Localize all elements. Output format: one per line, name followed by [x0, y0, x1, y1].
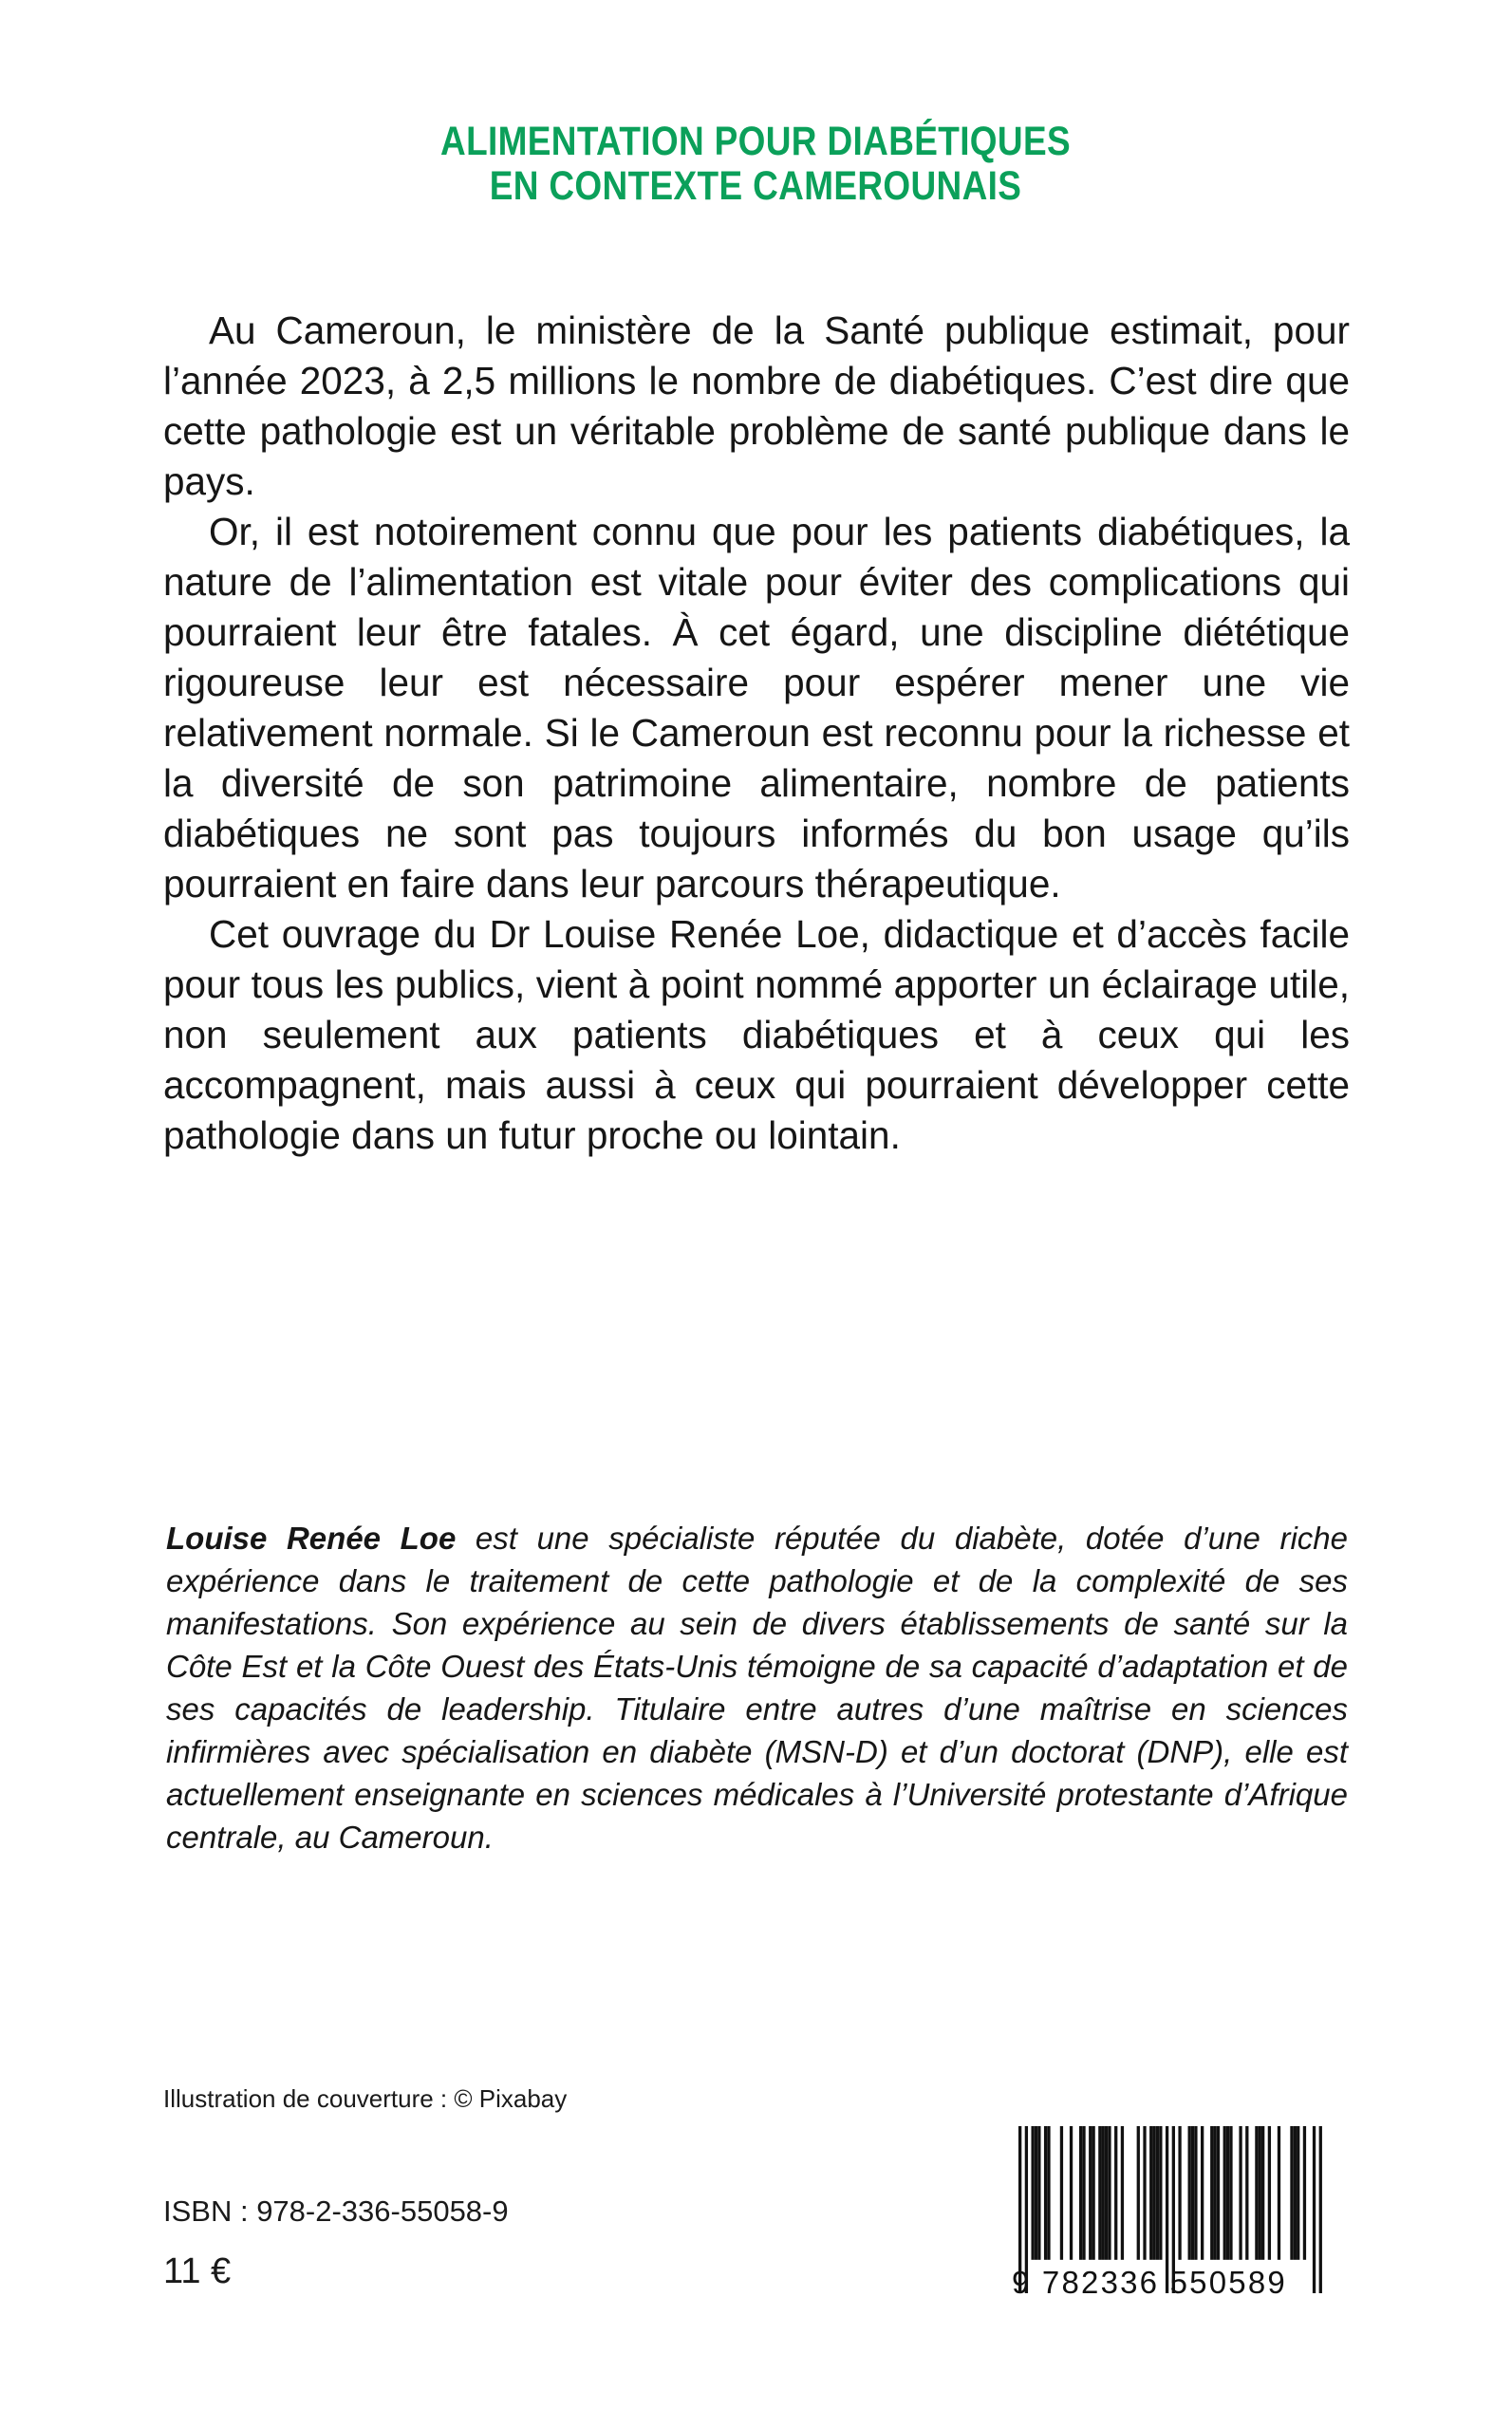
blurb-paragraph-2: Or, il est notoirement connu que pour les patients diabétiques, la nature de l’alimentation est vitale pour éviter des complications qui pourraient leur être fatales. À cet égard, une discipline diététique rigoureuse leur est nécessaire pour espérer mener une vie relativement normale. Si le Cameroun est reconnu pour la richesse et la diversité de son patrimoine alimentaire, nombre de patients diabétiques ne sont pas toujours informés du bon usage qu’ils pourraient en faire dans leur parcours thérapeutique.	[163, 510, 1350, 906]
barcode-digits: 9 782336 550589	[1012, 2265, 1287, 2300]
blurb-text	[163, 306, 1350, 1161]
blurb-paragraph-3: Cet ouvrage du Dr Louise Renée Loe, didactique et d’accès facile pour tous les publics, vient à point nommé apporter un éclairage utile, non seulement aux patients diabétiques et à ceux qui les accompagnent, mais aussi à ceux qui pourraient développer cette pathologie dans un futur proche ou lointain.	[163, 912, 1350, 1157]
author-name: Louise Renée Loe	[166, 1521, 457, 1556]
cover-credit: Illustration de couverture : © Pixabay	[163, 2084, 568, 2113]
isbn-text: ISBN : 978-2-336-55058-9	[163, 2194, 509, 2228]
title-line-2: EN CONTEXTE CAMEROUNAIS	[489, 163, 1022, 209]
author-bio-paragraph	[166, 1517, 1348, 1858]
book-title	[163, 120, 1348, 209]
title-line-1: ALIMENTATION POUR DIABÉTIQUES	[440, 119, 1071, 164]
author-bio	[166, 1517, 1348, 1858]
blurb-paragraph-1: Au Cameroun, le ministère de la Santé publique estimait, pour l’année 2023, à 2,5 millions le nombre de diabétiques. C’est dire que cette pathologie est un véritable problème de santé publique dans le pays.	[163, 308, 1350, 503]
price-text: 11 €	[163, 2251, 232, 2291]
author-bio-text: est une spécialiste réputée du diabète, dotée d’une riche expérience dans le traitement de cette pathologie et de la complexité de ses manifestations. Son expérience au sein de divers établissements de santé sur la Côte Est et la Côte Ouest des États-Unis témoigne de sa capacité d’adaptation et de ses capacités de leadership. Titulaire entre autres d’une maîtrise en sciences infirmières avec spécialisation en diabète (MSN-D) et d’un doctorat (DNP), elle est actuellement enseignante en sciences médicales à l’Université protestante d’Afrique centrale, au Cameroun.	[166, 1521, 1348, 1855]
